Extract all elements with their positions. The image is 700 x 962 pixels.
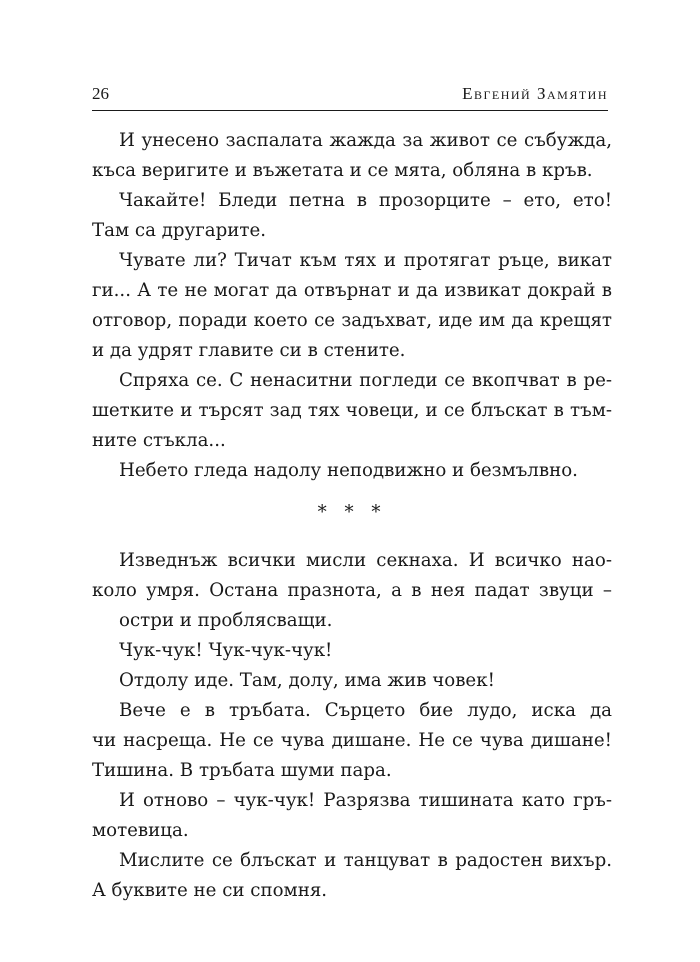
- text-line: Небето гледа надолу неподвижно и безмълвно.: [119, 460, 578, 481]
- text-line: чи насреща. Не се чува дишане. Не се чува дишане!: [92, 730, 612, 751]
- text-line: Мислите се блъскат и танцуват в радостен вихър.: [119, 850, 612, 871]
- body-text: [92, 126, 612, 906]
- running-head: Евгений Замятин: [462, 84, 608, 103]
- text-line: Тишина. В тръбата шуми пара.: [92, 760, 392, 781]
- text-line: И унесено заспалата жажда за живот се събужда,: [119, 130, 612, 151]
- text-line: Там са другарите.: [92, 220, 266, 241]
- text-line: А буквите не си спомня.: [92, 880, 328, 901]
- text-line: къса веригите и въжетата и се мята, обляна в кръв.: [92, 160, 593, 181]
- text-line: Спряха се. С ненаситни погледи се вкопчват в ре-: [119, 370, 612, 391]
- text-line: Чук-чук! Чук-чук-чук!: [119, 640, 333, 661]
- text-line: и да удрят главите си в стените.: [92, 340, 406, 361]
- text-line: Отдолу иде. Там, долу, има жив човек!: [119, 670, 495, 691]
- text-line: остри и проблясващи.: [119, 610, 333, 631]
- text-line: шетките и търсят зад тях човеци, и се блъскат в тъм-: [92, 400, 612, 421]
- text-line: Изведнъж всички мисли секнаха. И всичко нао-: [119, 550, 612, 571]
- text-line: коло умря. Остана празнота, а в нея падат звуци –: [92, 580, 612, 601]
- text-line: И отново – чук-чук! Разрязва тишината като гръ-: [119, 790, 612, 811]
- section-separator: * * *: [317, 502, 387, 523]
- text-line: Чакайте! Бледи петна в прозорците – ето, ето!: [119, 190, 612, 211]
- header-rule: [92, 110, 608, 111]
- page-number: 26: [92, 84, 109, 103]
- text-line: ните стъкла...: [92, 430, 226, 451]
- text-line: отговор, поради което се задъхват, иде им да крещят: [92, 310, 612, 331]
- text-line: ги... А те не могат да отвърнат и да извикат докрай в: [92, 280, 612, 301]
- text-line: Чувате ли? Тичат към тях и протягат ръце, викат: [119, 250, 612, 271]
- page-header: [92, 84, 608, 108]
- text-line: Вече е в тръбата. Сърцето бие лудо, иска да: [119, 700, 612, 721]
- text-line: мотевица.: [92, 820, 189, 841]
